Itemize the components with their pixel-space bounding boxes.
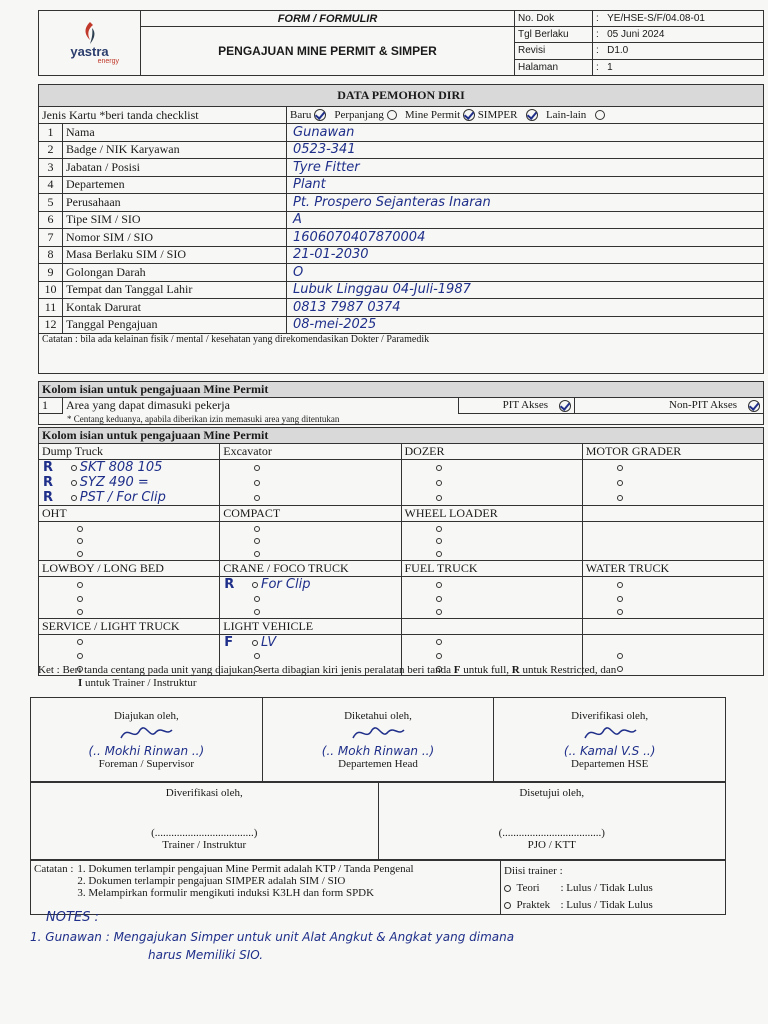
unit-slot[interactable] [220,490,401,506]
unit-radio[interactable] [436,609,442,615]
mp-no: 1 [39,398,63,414]
unit-slot[interactable] [582,522,763,535]
trainer-label: Diisi trainer : [504,865,563,877]
sig-role: PJO / KTT [527,839,576,851]
unit-slot[interactable] [401,650,582,663]
row-value-field[interactable]: Pt. Prospero Sejanteras Inaran [287,194,764,212]
applicant-row [39,211,764,229]
unit-radio[interactable] [77,538,83,544]
row-no: 12 [39,316,63,334]
applicant-row [39,194,764,212]
unit-radio[interactable] [77,609,83,615]
card-options [287,107,764,124]
unit-heading: SERVICE / LIGHT TRUCK [39,618,220,634]
doc-label-2: Revisi [515,43,593,59]
unit-slot[interactable] [401,475,582,490]
unit-entry: For Clip [261,577,311,592]
signature-box [262,698,494,782]
doc-value-0: : YE/HSE-S/F/04.08-01 [593,11,764,27]
unit-slot[interactable] [39,592,220,605]
footer-notes [31,860,501,915]
row-label: Tanggal Pengajuan [63,316,287,334]
unit-slot[interactable] [220,460,401,476]
unit-radio[interactable] [436,551,442,557]
sig-name[interactable]: (.. Kamal V.S ..) [563,744,656,758]
unit-slot[interactable] [401,634,582,650]
opt-perpanjang-label: Perpanjang [334,108,384,121]
sig-head: Diverifikasi oleh, [571,710,649,722]
applicant-title: DATA PEMOHON DIRI [39,85,764,107]
unit-heading [401,618,582,634]
doc-label-3: Halaman [515,59,593,75]
sig-role: Departemen Head [338,758,418,770]
unit-entry: PST / For Clip [79,490,166,505]
unit-radio[interactable] [436,526,442,532]
doc-value-2: : D1.0 [593,43,764,59]
card-type-label: Jenis Kartu *beri tanda checklist [39,107,287,124]
row-no: 8 [39,246,63,264]
non-pit-check[interactable] [748,400,760,412]
main-title: PENGAJUAN MINE PERMIT & SIMPER [141,27,515,76]
unit-radio[interactable] [77,596,83,602]
unit-slot[interactable] [582,548,763,561]
opt-baru-check[interactable] [314,109,326,121]
row-label: Kontak Darurat [63,299,287,317]
row-label: Nama [63,124,287,142]
unit-radio[interactable] [436,480,442,486]
row-value-field[interactable]: Tyre Fitter [287,159,764,177]
unit-slot[interactable] [582,592,763,605]
unit-slot[interactable] [39,605,220,618]
unit-entry: SYZ 490 = [79,475,149,490]
unit-radio[interactable] [254,495,260,501]
row-no: 10 [39,281,63,299]
row-label: Perusahaan [63,194,287,212]
unit-heading: COMPACT [220,506,401,522]
unit-entry: LV [261,634,277,650]
sig-name[interactable]: (.. Mokh Rinwan ..) [321,744,435,758]
row-no: 3 [39,159,63,177]
ket-note: Ket : Beri tanda centang pada unit yang diajukan, serta dibagian kiri jenis peralatan beri tanda F untuk full, R untuk Restricted, dan I untuk Trainer / Instruktur [38,664,617,689]
sig-head: Diketahui oleh, [344,710,412,722]
simper-unit-row [39,605,764,618]
unit-radio[interactable] [254,551,260,557]
logo-sub: energy [97,58,119,65]
signature-section [30,697,726,861]
unit-radio[interactable] [617,495,623,501]
pit-access[interactable] [459,398,575,414]
logo-text: yastra [70,44,109,59]
note-1: 1. Dokumen terlampir pengajuan Mine Permit adalah KTP / Tanda Pengenal [77,863,414,875]
unit-slot[interactable] [582,577,763,593]
unit-slot[interactable] [39,475,220,490]
unit-radio[interactable] [254,538,260,544]
unit-radio[interactable] [254,653,260,659]
unit-heading: DOZER [401,444,582,460]
unit-slot[interactable] [582,490,763,506]
simper-group-header [39,444,764,460]
unit-slot[interactable] [39,577,220,593]
row-value-field[interactable]: Lubuk Linggau 04-Juli-1987 [287,281,764,299]
unit-slot[interactable] [220,475,401,490]
unit-radio[interactable] [254,480,260,486]
unit-radio[interactable] [436,639,442,645]
signature-mark-icon [497,722,722,744]
unit-radio[interactable] [254,526,260,532]
unit-radio[interactable] [436,465,442,471]
pit-label: PIT Akses [502,399,548,412]
opt-simper-check[interactable] [526,109,538,121]
row-label: Nomor SIM / SIO [63,229,287,247]
row-value-field[interactable]: 0523-341 [287,141,764,159]
unit-heading [582,506,763,522]
unit-radio[interactable] [77,653,83,659]
row-label: Jabatan / Posisi [63,159,287,177]
row-no: 7 [39,229,63,247]
doc-value-1: : 05 Juni 2024 [593,27,764,43]
handwritten-notes-title: NOTES : [46,910,99,925]
row-no: 6 [39,211,63,229]
handwritten-notes-line2: harus Memiliki SIO. [148,948,264,962]
sig-role: Trainer / Instruktur [162,839,247,851]
signature-box [378,783,726,861]
unit-radio[interactable] [252,640,258,646]
opt-baru-label: Baru [290,108,312,121]
mp-note: * Centang keduanya, apabila diberikan izin memasuki area yang ditentukan [39,414,764,425]
unit-radio[interactable] [77,582,83,588]
unit-slot[interactable] [39,460,220,476]
doc-label-0: No. Dok [515,11,593,27]
footer-section [30,859,726,915]
unit-heading: WATER TRUCK [582,561,763,577]
signature-box [31,698,263,782]
signature-box [31,783,379,861]
unit-heading: LIGHT VEHICLE [220,618,401,634]
doc-label-1: Tgl Berlaku [515,27,593,43]
row-no: 1 [39,124,63,142]
unit-radio[interactable] [77,526,83,532]
applicant-row [39,141,764,159]
unit-radio[interactable] [617,596,623,602]
applicant-note: Catatan : bila ada kelainan fisik / mental / kesehatan yang direkomendasikan Dokter / Paramedik [39,334,764,374]
row-label: Tempat dan Tanggal Lahir [63,281,287,299]
opt-mine-permit-check[interactable] [463,109,475,121]
simper-unit-row [39,634,764,650]
applicant-row [39,264,764,282]
applicant-section [38,84,764,374]
simper-unit-row [39,490,764,506]
simper-group-header [39,506,764,522]
unit-radio[interactable] [77,551,83,557]
unit-slot[interactable] [582,535,763,548]
unit-entry: SKT 808 105 [79,460,163,475]
note-2: 2. Dokumen terlampir pengajuan SIMPER adalah SIM / SIO [77,875,346,887]
row-value-field[interactable]: O [287,264,764,282]
trainer-box [501,860,726,915]
row-label: Departemen [63,176,287,194]
mp-label: Area yang dapat dimasuki pekerja [63,398,459,414]
unit-slot[interactable] [401,460,582,476]
sig-name[interactable]: (....................................) [498,827,605,839]
unit-mark: R [224,577,235,592]
handwritten-notes-line1: 1. Gunawan : Mengajukan Simper untuk unit Alat Angkut & Angkat yang dimana [30,930,515,944]
row-value-field[interactable]: 08-mei-2025 [287,316,764,334]
opt-simper-label: SIMPER [477,108,518,121]
unit-slot[interactable] [401,592,582,605]
unit-radio[interactable] [77,639,83,645]
unit-radio[interactable] [71,495,77,501]
unit-radio[interactable] [436,582,442,588]
practice-row[interactable]: Praktek : Lulus / Tidak Lulus [504,897,722,914]
notes-label: Catatan : [34,863,74,875]
row-value-field[interactable]: 1606070407870004 [287,229,764,247]
row-label: Masa Berlaku SIM / SIO [63,246,287,264]
unit-heading: OHT [39,506,220,522]
opt-mine-permit-label: Mine Permit [404,108,461,121]
unit-heading: FUEL TRUCK [401,561,582,577]
mine-permit-section [38,381,764,425]
row-value-field[interactable]: Gunawan [287,124,764,142]
applicant-row [39,124,764,142]
practice-radio[interactable] [504,902,511,909]
unit-slot[interactable] [220,548,401,561]
unit-slot[interactable] [220,522,401,535]
unit-radio[interactable] [436,495,442,501]
unit-radio[interactable] [617,582,623,588]
unit-slot[interactable] [401,577,582,593]
unit-slot[interactable] [220,634,401,650]
unit-radio[interactable] [617,465,623,471]
note-3: 3. Melampirkan formulir mengikuti induksi K3LH dan form SPDK [77,887,375,899]
row-label: Tipe SIM / SIO [63,211,287,229]
unit-slot[interactable] [582,460,763,476]
logo-icon [81,20,99,46]
unit-heading [582,618,763,634]
applicant-row [39,299,764,317]
simper-group-header [39,618,764,634]
unit-slot[interactable] [220,577,401,593]
opt-lain-radio[interactable] [595,110,605,120]
simper-unit-row [39,535,764,548]
unit-slot[interactable] [582,650,763,663]
sig-role: Foreman / Supervisor [98,758,194,770]
unit-slot[interactable] [220,535,401,548]
unit-mark: F [224,634,234,650]
unit-radio[interactable] [617,653,623,659]
unit-slot[interactable] [401,522,582,535]
signature-mark-icon [34,722,259,744]
unit-mark: R [43,490,54,505]
simper-unit-row [39,522,764,535]
unit-slot[interactable] [39,535,220,548]
opt-lain-label: Lain-lain [545,108,587,121]
sig-head: Diverifikasi oleh, [165,787,243,799]
unit-slot[interactable] [39,634,220,650]
unit-slot[interactable] [401,548,582,561]
row-label: Golongan Darah [63,264,287,282]
unit-radio[interactable] [71,480,77,486]
mine-permit-title: Kolom isian untuk pengajuaan Mine Permit [39,382,764,398]
unit-radio[interactable] [254,596,260,602]
simper-title: Kolom isian untuk pengajuaan Mine Permit [39,428,764,444]
unit-heading: LOWBOY / LONG BED [39,561,220,577]
sig-name[interactable]: (....................................) [151,827,258,839]
unit-radio[interactable] [436,538,442,544]
opt-perpanjang-radio[interactable] [387,110,397,120]
sig-head: Disetujui oleh, [519,787,585,799]
unit-slot[interactable] [39,650,220,663]
unit-radio[interactable] [617,609,623,615]
simper-section [38,427,764,676]
theory-row[interactable]: Teori : Lulus / Tidak Lulus [504,880,722,897]
signature-mark-icon [266,722,491,744]
unit-radio[interactable] [254,609,260,615]
applicant-row [39,229,764,247]
applicant-row [39,246,764,264]
signature-box [494,698,726,782]
unit-slot[interactable] [220,592,401,605]
unit-mark: R [43,460,54,475]
unit-slot[interactable] [39,522,220,535]
unit-slot[interactable] [401,535,582,548]
non-pit-label: Non-PIT Akses [669,399,737,412]
row-value-field[interactable]: 0813 7987 0374 [287,299,764,317]
unit-slot[interactable] [582,475,763,490]
unit-radio[interactable] [617,480,623,486]
simper-unit-row [39,548,764,561]
simper-unit-row [39,592,764,605]
unit-heading: MOTOR GRADER [582,444,763,460]
row-no: 4 [39,176,63,194]
unit-slot[interactable] [39,548,220,561]
unit-radio[interactable] [436,596,442,602]
non-pit-access[interactable] [575,398,764,414]
sig-head: Diajukan oleh, [113,710,179,722]
unit-slot[interactable] [401,490,582,506]
unit-slot[interactable] [582,605,763,618]
unit-slot[interactable] [39,490,220,506]
row-value-field[interactable]: 21-01-2030 [287,246,764,264]
unit-radio[interactable] [254,465,260,471]
unit-radio[interactable] [71,465,77,471]
unit-heading: WHEEL LOADER [401,506,582,522]
form-title: FORM / FORMULIR [141,11,515,27]
theory-radio[interactable] [504,885,511,892]
unit-slot[interactable] [220,605,401,618]
simper-unit-row [39,650,764,663]
unit-heading: Dump Truck [39,444,220,460]
pit-check[interactable] [559,400,571,412]
doc-value-3: : 1 [593,59,764,75]
unit-mark: R [43,475,54,490]
applicant-row [39,176,764,194]
unit-radio[interactable] [436,653,442,659]
row-no: 9 [39,264,63,282]
unit-slot[interactable] [401,605,582,618]
simper-unit-row [39,475,764,490]
row-no: 2 [39,141,63,159]
applicant-row [39,281,764,299]
row-value-field[interactable]: A [287,211,764,229]
simper-unit-row [39,577,764,593]
row-no: 5 [39,194,63,212]
sig-role: Departemen HSE [571,758,649,770]
row-no: 11 [39,299,63,317]
sig-name[interactable]: (.. Mokhi Rinwan ..) [88,744,205,758]
applicant-row [39,316,764,334]
simper-group-header [39,561,764,577]
logo-cell [39,11,141,76]
unit-slot[interactable] [220,650,401,663]
row-value-field[interactable]: Plant [287,176,764,194]
simper-unit-row [39,460,764,476]
header [38,10,764,76]
unit-radio[interactable] [252,582,258,588]
unit-slot[interactable] [582,634,763,650]
applicant-row [39,159,764,177]
unit-heading: Excavator [220,444,401,460]
unit-heading: CRANE / FOCO TRUCK [220,561,401,577]
row-label: Badge / NIK Karyawan [63,141,287,159]
